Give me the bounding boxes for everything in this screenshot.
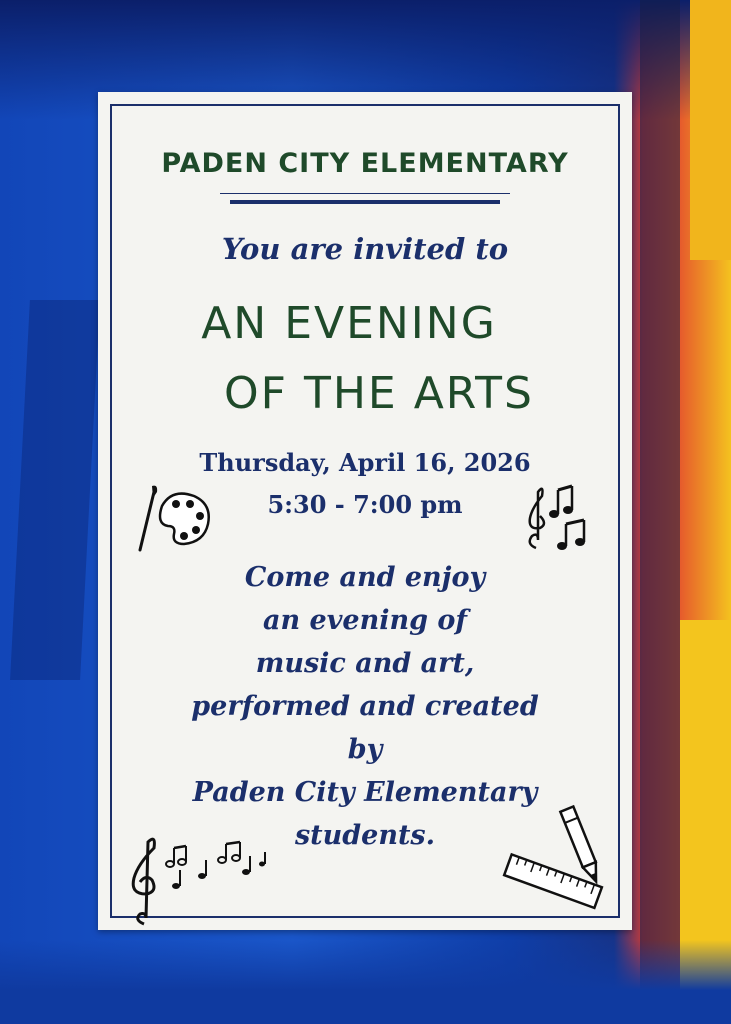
description-line: an evening of [263, 605, 467, 636]
divider-thick [230, 200, 500, 204]
music-notes-icon [522, 482, 592, 554]
description-line: music and art, [255, 648, 475, 679]
description-line: Paden City Elementary [192, 777, 538, 808]
description-line: Come and enjoy [244, 562, 486, 593]
event-title-line2: OF THE ARTS [224, 368, 534, 419]
paint-palette-icon [132, 482, 214, 556]
event-date: Thursday, April 16, 2026 [199, 448, 531, 477]
description-line: by [347, 734, 383, 765]
treble-clef-notes-icon [124, 834, 274, 930]
school-name: PADEN CITY ELEMENTARY [161, 148, 569, 179]
divider-thin [220, 193, 510, 194]
invitation-intro: You are invited to [221, 232, 509, 266]
invitation-card [98, 92, 632, 930]
event-title-line1: AN EVENING [201, 298, 497, 349]
description-line: performed and created [191, 691, 539, 722]
event-time: 5:30 - 7:00 pm [267, 490, 463, 519]
ruler-pencil-icon [502, 804, 606, 910]
description-line: students. [294, 820, 436, 851]
